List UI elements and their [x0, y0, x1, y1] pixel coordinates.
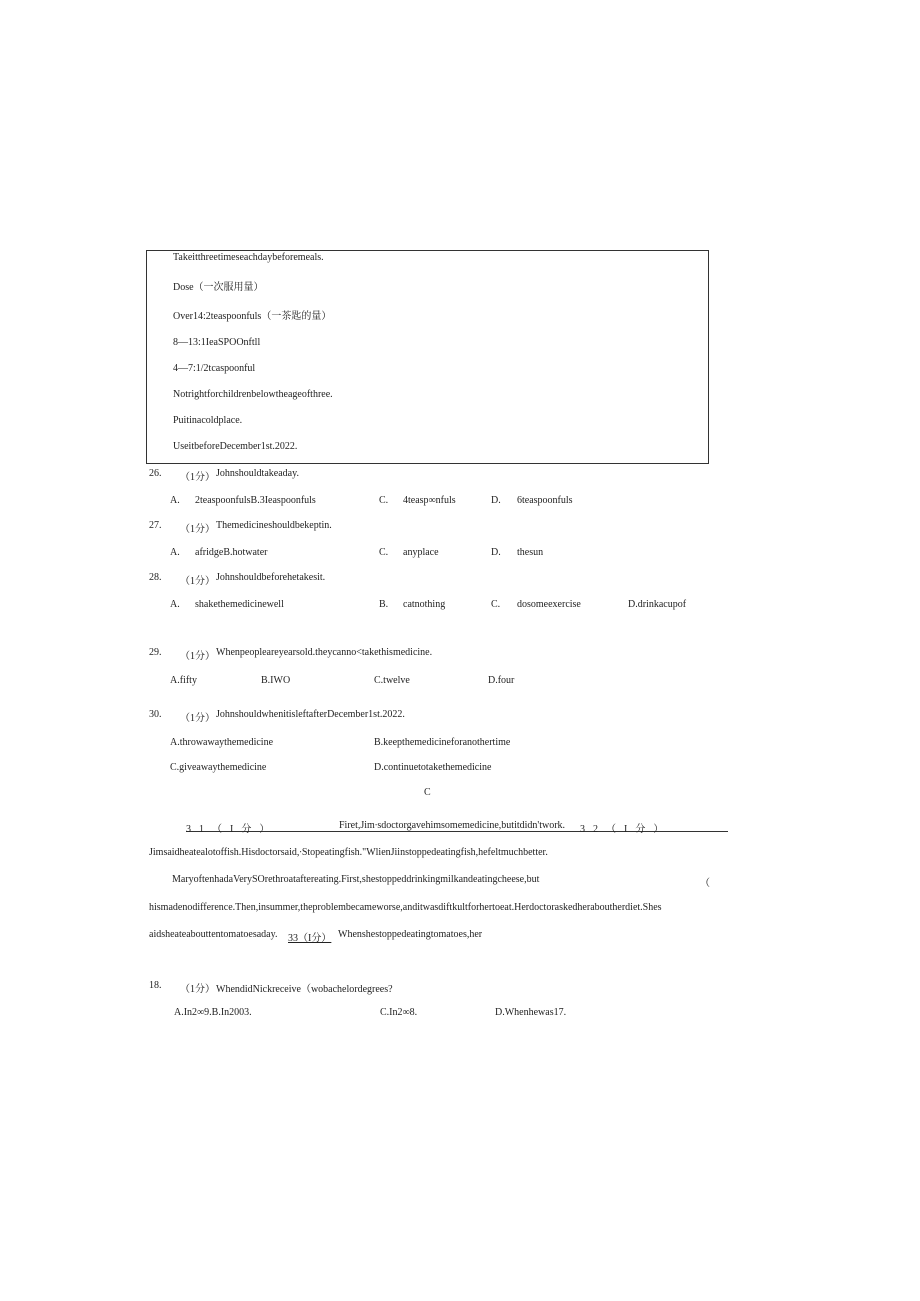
blank-31[interactable]: 31（I分） — [186, 824, 278, 835]
question-score: （1分） — [180, 651, 215, 662]
option-text: D.four — [488, 675, 515, 686]
option-text: shakethemedicinewell — [195, 599, 284, 610]
question-score: （1分） — [180, 576, 215, 587]
option-text: C.twelve — [374, 675, 410, 686]
option-label: A. — [170, 599, 180, 610]
option-text: D.continuetotakethemedicine — [374, 762, 492, 773]
notice-line: Takeitthreetimeseachdaybeforemeals. — [173, 252, 324, 263]
notice-line: 4—7:1/2tcaspoonful — [173, 363, 256, 374]
option-text: B.keepthemedicineforanothertime — [374, 737, 511, 748]
notice-line: Puitinacoldplace. — [173, 415, 243, 426]
passage-text: Jimsaidheatealotoffish.Hisdoctorsaid,∙Stopeatingfish."WlienJiinstoppedeatingfish,hefeltmuchbetter. — [149, 847, 548, 858]
notice-line: Dose（一次服用量） — [173, 282, 264, 293]
question-number: 30. — [149, 709, 162, 720]
question-stem: WhendidNickreceive（wobachelordegrees? — [216, 984, 393, 995]
notice-line: Notrightforchildrenbelowtheageofthree. — [173, 389, 333, 400]
option-label: D. — [491, 547, 501, 558]
passage-text: Firet,Jim∙sdoctorgavehimsomemedicine,butitdidn'twork. — [339, 820, 566, 831]
passage-text: Whenshestoppedeatingtomatoes,her — [338, 929, 483, 940]
notice-line: UseitbeforeDecember1st.2022. — [173, 441, 298, 452]
question-stem: JohnshouldwhenitisleftafterDecember1st.2022. — [216, 709, 405, 720]
question-stem: Themedicineshouldbekeptin. — [216, 520, 332, 531]
option-text: 4teasp∞nfuls — [403, 495, 456, 506]
section-label: C — [424, 787, 431, 798]
option-label: B. — [379, 599, 389, 610]
option-text: 2teaspoonfulsB.3Ieaspoonfuls — [195, 495, 316, 506]
option-label: C. — [379, 547, 389, 558]
option-label: D. — [491, 495, 501, 506]
option-label: A. — [170, 547, 180, 558]
option-text: A.throwawaythemedicine — [170, 737, 274, 748]
question-score: （1分） — [180, 524, 215, 535]
option-text: D.Whenhewas17. — [495, 1007, 567, 1018]
option-text: dosomeexercise — [517, 599, 581, 610]
question-score: （1分） — [180, 472, 215, 483]
question-stem: Johnshouldtakeaday. — [216, 468, 299, 479]
question-number: 28. — [149, 572, 162, 583]
blank-33[interactable]: 33（I分） — [288, 933, 332, 944]
question-score: （1分） — [180, 984, 215, 995]
option-text: 6teaspoonfuls — [517, 495, 573, 506]
question-number: 29. — [149, 647, 162, 658]
option-label: C. — [491, 599, 501, 610]
option-text: C.In2∞8. — [380, 1007, 418, 1018]
option-label: C. — [379, 495, 389, 506]
question-number: 27. — [149, 520, 162, 531]
question-stem: Johnshouldbeforehetakesit. — [216, 572, 326, 583]
option-text: thesun — [517, 547, 544, 558]
option-text: A.fifty — [170, 675, 197, 686]
question-number: 26. — [149, 468, 162, 479]
passage-text: MaryoftenhadaVerySOrethroataftereating.First,shestoppeddrinkingmilkandeatingcheese,but — [172, 874, 540, 885]
option-text: anyplace — [403, 547, 439, 558]
option-text: afridgeB.hotwater — [195, 547, 268, 558]
option-text: D.drinkacupof — [628, 599, 687, 610]
option-text: B.IWO — [261, 675, 291, 686]
notice-line: Over14:2teaspoonfuls（一茶匙的量） — [173, 311, 332, 322]
question-number: 18. — [149, 980, 162, 991]
passage-paren: （ — [700, 878, 710, 889]
option-text: catnothing — [403, 599, 446, 610]
blank-32[interactable]: 32（I分） — [580, 824, 672, 835]
option-text: C.giveawaythemedicine — [170, 762, 267, 773]
option-text: A.In2∞9.B.In2003. — [174, 1007, 252, 1018]
question-stem: Whenpeopleareyearsold.theycanno<takethismedicine. — [216, 647, 433, 658]
medicine-notice-box — [146, 250, 709, 464]
passage-text: hismadenodifference.Then,insummer,theproblembecameworse,anditwasdiftkultforhertoeat.Herdoctoraskedheraboutherdiet.Shes — [149, 902, 662, 913]
passage-text: aidsheateabouttentomatoesaday. — [149, 929, 278, 940]
notice-line: 8—13:1IeaSPOOnftll — [173, 337, 261, 348]
option-label: A. — [170, 495, 180, 506]
question-score: （1分） — [180, 713, 215, 724]
